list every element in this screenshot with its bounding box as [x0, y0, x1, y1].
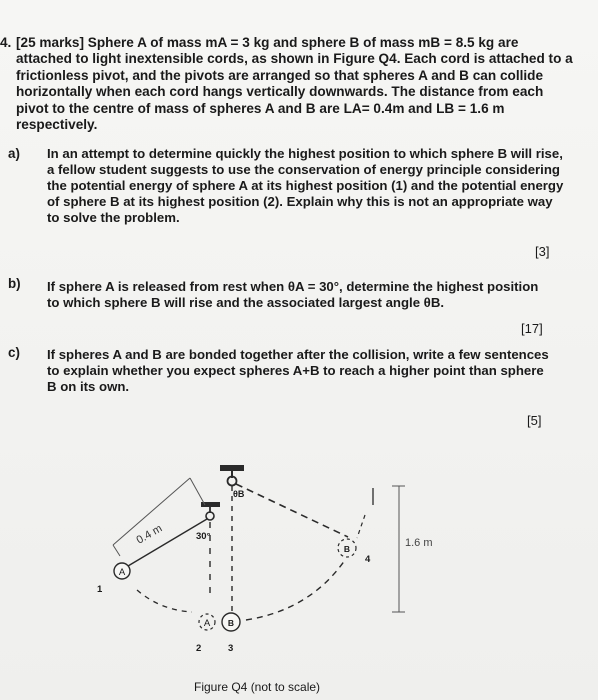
pivot-a — [201, 502, 220, 520]
cord-b-angled — [236, 484, 348, 537]
sphere-b-label-3: B — [227, 618, 235, 628]
figure-caption: Figure Q4 (not to scale) — [194, 680, 321, 694]
part-a-text: In an attempt to determine quickly the highest position to which sphere B will rise, a fellow student suggests to use the conservation of energy principle considering the potential energy of sphere A at its highest position (1) and the potential energy of sphere B at its highest position (2). Explain why this is not an appropriate way to solve the problem. — [47, 146, 564, 225]
part-c-marks: [5] — [527, 413, 542, 428]
angle-a-label: 30° — [196, 531, 211, 542]
part-c-label: c) — [8, 345, 20, 360]
pivot-b — [220, 465, 244, 486]
path-arc-b — [246, 560, 345, 620]
part-b-label: b) — [8, 276, 21, 291]
question-intro-text: [25 marks] Sphere A of mass mA = 3 kg and sphere B of mass mB = 8.5 kg are attached to light inextensible cords, as shown in Figure Q4. Each cord is attached to a frictionless pivot, and the pivots are arranged so that spheres A and B can collide horizontally when each cord hangs vertically downwards. The distance from each pivot to the centre of mass of spheres A and B are LA= 0.4m and LB = 1.6 m respectively. — [16, 35, 573, 133]
position-4-label: 4 — [365, 554, 371, 565]
path-arc-a — [137, 590, 192, 612]
sphere-a-label-2: A — [203, 618, 211, 629]
part-a-marks: [3] — [535, 244, 550, 259]
part-b-marks: [17] — [521, 321, 543, 336]
angle-b-label: θB — [233, 489, 245, 499]
length-a-label: 0.4 m — [134, 522, 165, 547]
position-1-label: 1 — [97, 584, 103, 595]
position-2-label: 2 — [196, 643, 202, 654]
part-a-label: a) — [8, 146, 20, 161]
position-3-label: 3 — [228, 643, 234, 654]
length-b-label: 1.6 m — [405, 537, 433, 549]
sphere-a-label-1: A — [118, 567, 126, 578]
question-number: 4. — [0, 35, 12, 50]
part-b-text: If sphere A is released from rest when θA = 30°, determine the highest position to which sphere B will rise and the associated largest angle θB. — [47, 279, 539, 310]
part-c-text: If spheres A and B are bonded together after the collision, write a few sentences to explain whether you expect spheres A+B to reach a higher point than sphere B on its own. — [47, 347, 549, 394]
sphere-b-label-4: B — [343, 544, 351, 554]
